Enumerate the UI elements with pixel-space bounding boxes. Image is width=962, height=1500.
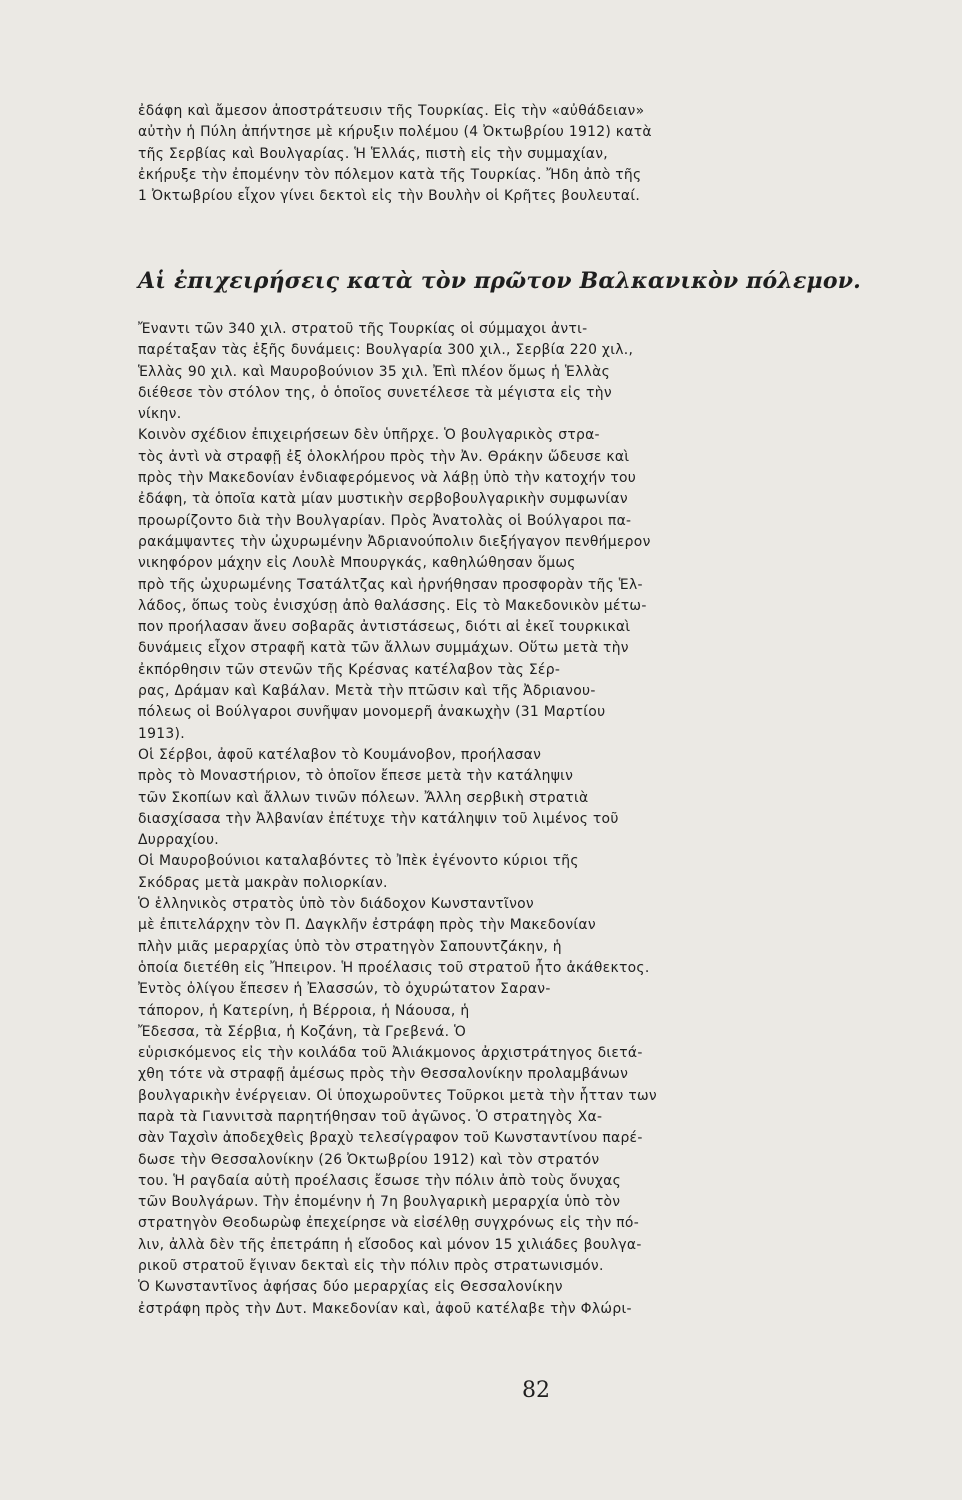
text-line: Οἱ Σέρβοι, ἀφοῦ κατέλαβον τὸ Κουμάνοβον, προήλασαν xyxy=(138,746,542,763)
text-line: πον προήλασαν ἄνευ σοβαρᾶς ἀντιστάσεως, διότι αἱ ἐκεῖ τουρκικαὶ xyxy=(138,619,631,636)
text-line: δωσε τὴν Θεσσαλονίκην (26 Ὀκτωβρίου 1912) καὶ τὸν στρατόν xyxy=(138,1151,600,1168)
text-line: Δυρραχίου. xyxy=(138,832,220,849)
text-line: προωρίζοντο διὰ τὴν Βουλγαρίαν. Πρὸς Ἀνατολὰς οἱ Βούλγαροι πα- xyxy=(138,512,632,529)
text-line: πλὴν μιᾶς μεραρχίας ὑπὸ τὸν στρατηγὸν Σαπουντζάκην, ἡ xyxy=(138,938,562,955)
text-line: ρακάμψαντες τὴν ὠχυρωμένην Ἀδριανούπολιν διεξήγαγον πενθήμερον xyxy=(138,533,651,550)
text-line: εὑρισκόμενος εἰς τὴν κοιλάδα τοῦ Ἀλιάκμονος ἀρχιστράτηγος διετά- xyxy=(138,1045,643,1062)
text-line: βουλγαρικὴν ἐνέργειαν. Οἱ ὑποχωροῦντες Τοῦρκοι μετὰ τὴν ἧτταν των xyxy=(138,1087,657,1104)
text-line: λιν, ἀλλὰ δὲν τῆς ἐπετράπη ἡ εἴσοδος καὶ μόνον 15 χιλιάδες βουλγα- xyxy=(138,1236,642,1253)
text-line: ρας, Δράμαν καὶ Καβάλαν. Μετὰ τὴν πτῶσιν καὶ τῆς Ἀδριανου- xyxy=(138,683,596,700)
text-line: αὐτὴν ἡ Πύλη ἀπήντησε μὲ κήρυξιν πολέμου (4 Ὀκτωβρίου 1912) κατὰ xyxy=(138,124,652,141)
text-line: νίκην. xyxy=(138,406,182,423)
text-line: πόλεως οἱ Βούλγαροι συνῆψαν μονομερῆ ἀνακωχὴν (31 Μαρτίου xyxy=(138,704,606,721)
text-line: πρὸς τὸ Μοναστήριον, τὸ ὁποῖον ἔπεσε μετὰ τὴν κατάληψιν xyxy=(138,768,574,785)
text-line: μὲ ἐπιτελάρχην τὸν Π. Δαγκλῆν ἐστράφη πρὸς τὴν Μακεδονίαν xyxy=(138,917,596,934)
text-line: στρατηγὸν Θεοδωρὼφ ἐπεχείρησε νὰ εἰσέλθῃ συγχρόνως εἰς τὴν πό- xyxy=(138,1215,640,1232)
text-line: ρικοῦ στρατοῦ ἔγιναν δεκταὶ εἰς τὴν πόλιν πρὸς στρατωνισμόν. xyxy=(138,1258,604,1275)
page-number: 82 xyxy=(522,1378,550,1403)
text-line: του. Ἡ ραγδαία αὐτὴ προέλασις ἔσωσε τὴν πόλιν ἀπὸ τοὺς ὄνυχας xyxy=(138,1172,622,1189)
text-line: πρὸς τὴν Μακεδονίαν ἐνδιαφερόμενος νὰ λάβῃ ὑπὸ τὴν κατοχήν του xyxy=(138,470,637,487)
text-line: σὰν Ταχσὶν ἀποδεχθεὶς βραχὺ τελεσίγραφον τοῦ Κωνσταντίνου παρέ- xyxy=(138,1130,643,1147)
text-line: Κοινὸν σχέδιον ἐπιχειρήσεων δὲν ὑπῆρχε. Ὁ βουλγαρικὸς στρα- xyxy=(138,427,600,444)
text-line: Ἔναντι τῶν 340 χιλ. στρατοῦ τῆς Τουρκίας οἱ σύμμαχοι ἀντι- xyxy=(138,321,588,337)
text-line: τῆς Σερβίας καὶ Βουλγαρίας. Ἡ Ἑλλάς, πιστὴ εἰς τὴν συμμαχίαν, xyxy=(138,145,608,162)
text-line: παρέταξαν τὰς ἑξῆς δυνάμεις: Βουλγαρία 300 χιλ., Σερβία 220 χιλ., xyxy=(138,342,634,359)
text-line: ἐστράφη πρὸς τὴν Δυτ. Μακεδονίαν καὶ, ἀφοῦ κατέλαβε τὴν Φλώρι- xyxy=(138,1300,632,1317)
text-line: πρὸ τῆς ὠχυρωμένης Τσατάλτζας καὶ ἠρνήθησαν προσφορὰν τῆς Ἑλ- xyxy=(138,576,643,593)
text-line: Ὁ Κωνσταντῖνος ἀφήσας δύο μεραρχίας εἰς Θεσσαλονίκην xyxy=(138,1279,563,1296)
text-line: τῶν Σκοπίων καὶ ἄλλων τινῶν πόλεων. Ἄλλη σερβικὴ στρατιὰ xyxy=(138,789,589,806)
text-line: 1913). xyxy=(138,725,185,742)
text-line: χθη τότε νὰ στραφῇ ἀμέσως πρὸς τὴν Θεσσαλονίκην προλαμβάνων xyxy=(138,1066,629,1083)
text-line: τάπορον, ἡ Κατερίνη, ἡ Βέρροια, ἡ Νάουσα, ἡ xyxy=(138,1002,470,1019)
text-line: ἐκήρυξε τὴν ἐπομένην τὸν πόλεμον κατὰ τῆς Τουρκίας. Ἤδη ἀπὸ τῆς xyxy=(138,166,642,183)
text-line: ἐδάφη καὶ ἄμεσον ἀποστράτευσιν τῆς Τουρκίας. Εἰς τὴν «αὐθάδειαν» xyxy=(138,103,645,119)
text-line: ἐδάφη, τὰ ὁποῖα κατὰ μίαν μυστικὴν σερβοβουλγαρικὴν συμφωνίαν xyxy=(138,491,628,508)
text-line: διέθεσε τὸν στόλον της, ὁ ὁποῖος συνετέλεσε τὰ μέγιστα εἰς τὴν xyxy=(138,384,612,401)
text-line: δυνάμεις εἶχον στραφῆ κατὰ τῶν ἄλλων συμμάχων. Οὕτω μετὰ τὴν xyxy=(138,640,629,657)
text-line: ἐκπόρθησιν τῶν στενῶν τῆς Κρέσνας κατέλαβον τὰς Σέρ- xyxy=(138,661,561,678)
text-line: Ὁ ἑλληνικὸς στρατὸς ὑπὸ τὸν διάδοχον Κωνσταντῖνον xyxy=(138,896,534,913)
text-line: 1 Ὀκτωβρίου εἶχον γίνει δεκτοὶ εἰς τὴν Βουλὴν οἱ Κρῆτες βουλευταί. xyxy=(138,188,641,205)
text-line: νικηφόρον μάχην εἰς Λουλὲ Μπουργκάς, καθηλώθησαν ὅμως xyxy=(138,555,576,572)
text-line: ὁποία διετέθη εἰς Ἤπειρον. Ἡ προέλασις τοῦ στρατοῦ ἦτο ἀκάθεκτος. xyxy=(138,959,650,976)
text-line: τὸς ἀντὶ νὰ στραφῇ ἐξ ὁλοκλήρου πρὸς τὴν Ἀν. Θράκην ὥδευσε καὶ xyxy=(138,448,630,465)
text-line: Οἱ Μαυροβούνιοι καταλαβόντες τὸ Ἰπὲκ ἐγένοντο κύριοι τῆς xyxy=(138,853,579,870)
intro-paragraph xyxy=(138,101,954,207)
text-line: τῶν Βουλγάρων. Τὴν ἐπομένην ἡ 7η βουλγαρικὴ μεραρχία ὑπὸ τὸν xyxy=(138,1194,621,1211)
text-line: διασχίσασα τὴν Ἀλβανίαν ἐπέτυχε τὴν κατάληψιν τοῦ λιμένος τοῦ xyxy=(138,810,619,827)
text-line: Σκόδρας μετὰ μακρὰν πολιορκίαν. xyxy=(138,874,388,891)
section-heading: Αἱ ἐπιχειρήσεις κατὰ τὸν πρῶτον Βαλκανικὸν πόλεμον. xyxy=(138,268,862,294)
text-line: παρὰ τὰ Γιαννιτσὰ παρητήθησαν τοῦ ἀγῶνος. Ὁ στρατηγὸς Χα- xyxy=(138,1108,603,1125)
text-line: Ἑλλὰς 90 χιλ. καὶ Μαυροβούνιον 35 χιλ. Ἐπὶ πλέον ὅμως ἡ Ἑλλὰς xyxy=(138,363,611,380)
body-text xyxy=(138,319,954,1320)
text-line: Ἔδεσσα, τὰ Σέρβια, ἡ Κοζάνη, τὰ Γρεβενά. Ὁ xyxy=(138,1023,467,1040)
text-line: Ἐντὸς ὀλίγου ἔπεσεν ἡ Ἐλασσών, τὸ ὀχυρώτατον Σαραν- xyxy=(138,981,551,998)
text-line: λάδος, ὅπως τοὺς ἐνισχύσῃ ἀπὸ θαλάσσης. Εἰς τὸ Μακεδονικὸν μέτω- xyxy=(138,597,647,614)
